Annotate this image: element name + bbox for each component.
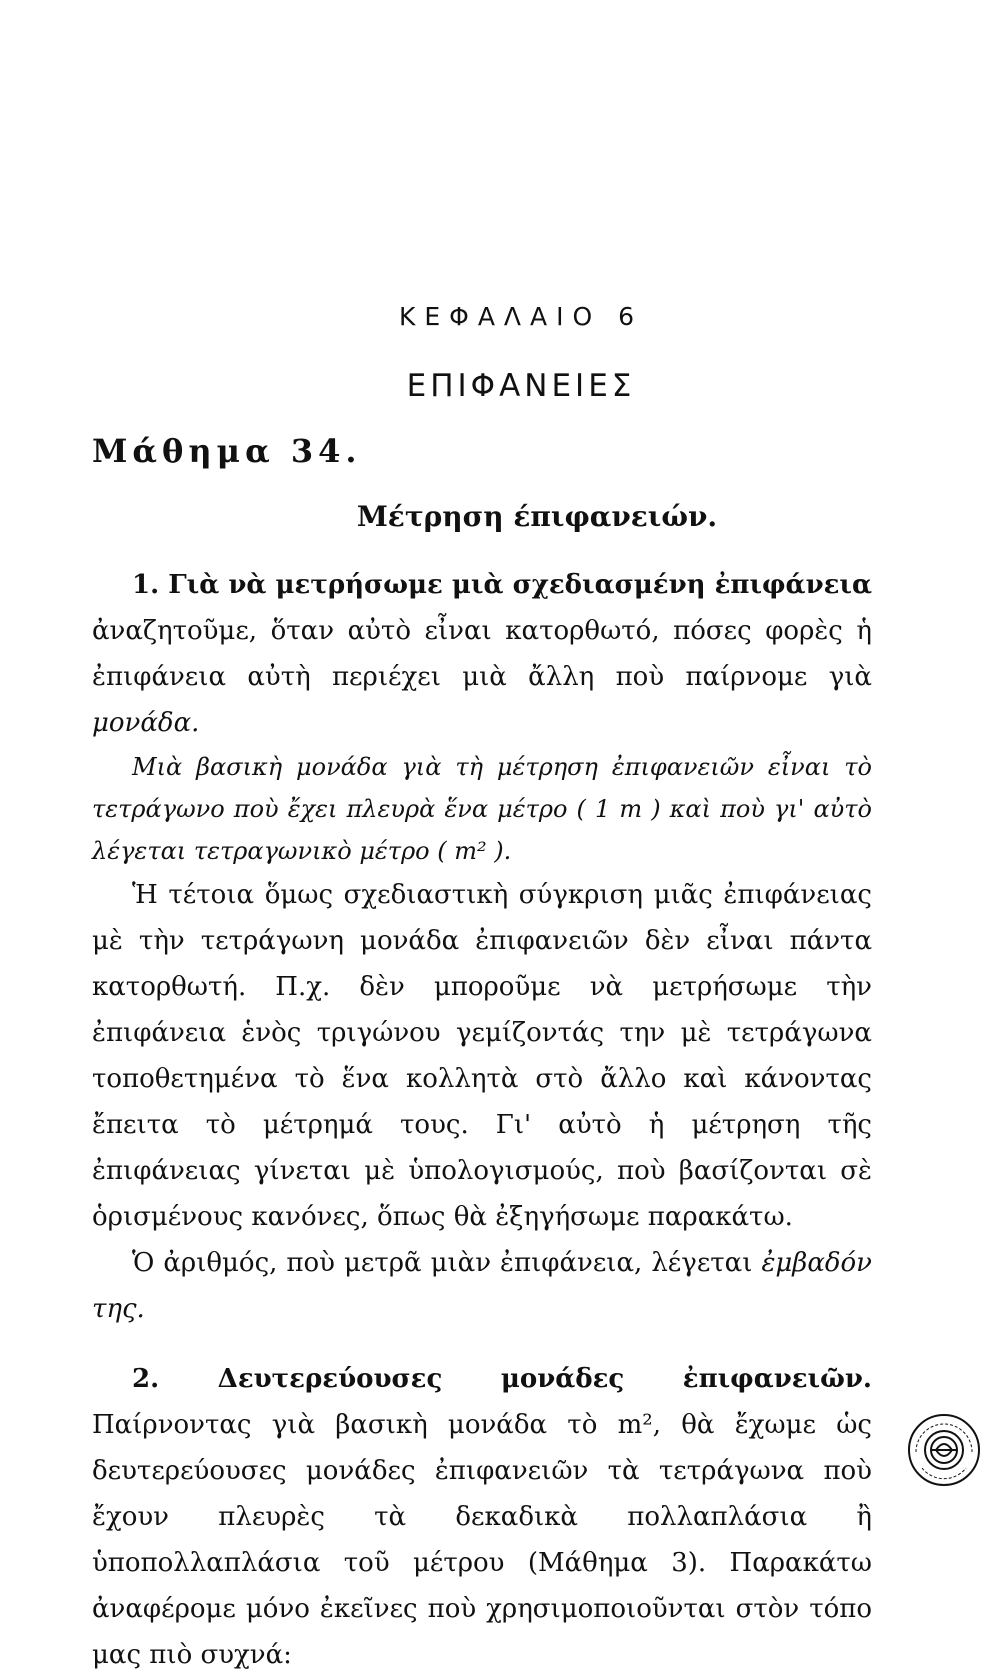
paragraph-2: Μιὰ βασικὴ μονάδα γιὰ τὴ μέτρηση ἐπιφανειῶν εἶναι τὸ τετράγωνο ποὺ ἔχει πλευρὰ ἕνα μέτρο ( 1 m ) καὶ ποὺ γι' αὐτὸ λέγεται τετραγωνικὸ μέτρο ( m² ). [92, 753, 872, 865]
body-text [92, 562, 872, 1678]
chapter-label: ΚΕΦΑΛΑΙΟ 6 [398, 302, 644, 331]
paragraph-1-lead: 1. Γιὰ νὰ μετρήσωμε μιὰ σχεδιασμένη ἐπιφάνεια [132, 570, 872, 600]
paragraph-3: Ἡ τέτοια ὅμως σχεδιαστικὴ σύγκριση μιᾶς ἐπιφάνειας μὲ τὴν τετράγωνη μονάδα ἐπιφανειῶν δὲν εἶναι πάντα κατορθωτή. Π.χ. δὲν μποροῦμε νὰ μετρήσωμε τὴν ἐπιφάνεια ἑνὸς τριγώνου γεμίζοντάς την μὲ τετράγωνα τοποθετημένα τὸ ἕνα κολλητὰ στὸ ἄλλο καὶ κάνοντας ἔπειτα τὸ μέτρημά τους. Γι' αὐτὸ ἡ μέτρηση τῆς ἐπιφάνειας γίνεται μὲ ὑπολογισμούς, ποὺ βασίζονται σὲ ὁρισμένους κανόνες, ὅπως θὰ ἐξηγήσωμε παρακάτω. [92, 880, 872, 1232]
chapter-title: ΕΠΙΦΑΝΕΙΕΣ [406, 368, 636, 404]
paragraph-4-text: Ὁ ἀριθμός, ποὺ μετρᾶ μιὰν ἐπιφάνεια, λέγεται [132, 1248, 762, 1278]
foundation-stamp-icon [906, 1412, 982, 1488]
paragraph-4 [92, 1240, 872, 1332]
paragraph-4-emphasis: ἐμβαδόν της. [92, 1248, 872, 1324]
paragraph-1-text: ἀναζητοῦμε, ὅταν αὐτὸ εἶναι κατορθωτό, πόσες φορὲς ἡ ἐπιφάνεια αὐτὴ περιέχει μιὰ ἄλλη ποὺ παίρνομε γιὰ [92, 616, 872, 692]
paragraph-1 [92, 562, 872, 746]
lesson-number: Μάθημα 34. [92, 432, 362, 470]
paragraph-1-emphasis: μονάδα. [92, 708, 200, 738]
paragraph-5 [92, 1356, 872, 1678]
paragraph-5-lead: 2. Δευτερεύουσες μονάδες ἐπιφανειῶν. [132, 1364, 872, 1394]
lesson-subtitle: Μέτρηση έπιφανειών. [356, 500, 718, 533]
paragraph-5-text: Παίρνοντας γιὰ βασικὴ μονάδα τὸ m², θὰ ἔχωμε ὡς δευτερεύουσες μονάδες ἐπιφανειῶν τὰ τετράγωνα ποὺ ἔχουν πλευρὲς τὰ δεκαδικὰ πολλαπλάσια ἢ ὑποπολλαπλάσια τοῦ μέτρου (Μάθημα 3). Παρακάτω ἀναφέρομε μόνο ἐκεῖνες ποὺ χρησιμοποιοῦνται στὸν τόπο μας πιὸ συχνά: [92, 1410, 872, 1670]
